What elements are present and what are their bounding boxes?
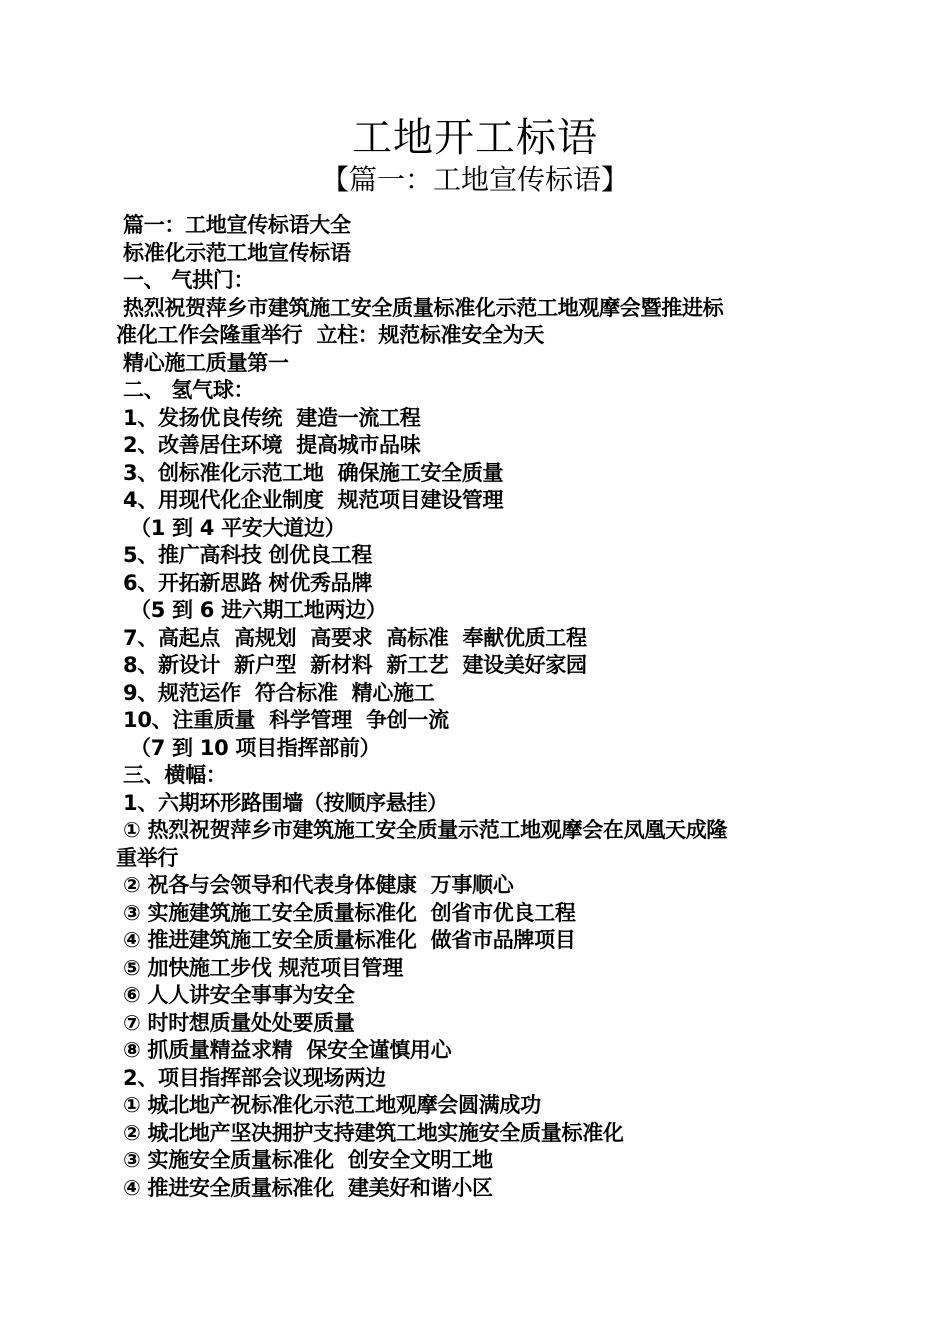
text-line: （5 到 6 进六期工地两边） <box>116 598 387 622</box>
text-line: 篇一：工地宣传标语大全 <box>116 213 351 237</box>
text-line: ⑦ 时时想质量处处要质量 <box>116 1010 355 1035</box>
text-line: 热烈祝贺萍乡市建筑施工安全质量标准化示范工地观摩会暨推进标 <box>116 295 724 320</box>
text-line: 标准化示范工地宣传标语 <box>116 240 351 265</box>
text-line: 2、项目指挥部会议现场两边 <box>116 1065 386 1090</box>
text-line: 8、新设计 新户型 新材料 新工艺 建设美好家园 <box>116 653 587 677</box>
text-line: 精心施工质量第一 <box>116 350 289 375</box>
text-line: 1、六期环形路围墙（按顺序悬挂） <box>116 790 448 815</box>
text-line: 重举行 <box>116 845 179 870</box>
text-line: 6、开拓新思路 树优秀品牌 <box>116 570 373 595</box>
text-line: ② 城北地产坚决拥护支持建筑工地实施安全质量标准化 <box>116 1120 624 1145</box>
text-line: ③ 实施安全质量标准化 创安全文明工地 <box>116 1148 493 1172</box>
text-line: ① 城北地产祝标准化示范工地观摩会圆满成功 <box>116 1093 541 1117</box>
document-subtitle: 【篇一：工地宣传标语】 <box>320 163 629 196</box>
text-line: 二、 氢气球： <box>116 378 255 402</box>
text-line: （1 到 4 平安大道边） <box>116 515 346 540</box>
text-line: ② 祝各与会领导和代表身体健康 万事顺心 <box>116 873 514 897</box>
text-line: 一、 气拱门： <box>116 268 255 292</box>
text-line: 3、创标准化示范工地 确保施工安全质量 <box>116 460 504 485</box>
text-line: ⑧ 抓质量精益求精 保安全谨慎用心 <box>116 1038 452 1062</box>
text-line: ③ 实施建筑施工安全质量标准化 创省市优良工程 <box>116 900 576 925</box>
text-line: 1、发扬优良传统 建造一流工程 <box>116 405 421 430</box>
text-line: ⑤ 加快施工步伐 规范项目管理 <box>116 955 403 980</box>
text-line: 4、用现代化企业制度 规范项目建设管理 <box>116 488 504 512</box>
text-line: ① 热烈祝贺萍乡市建筑施工安全质量示范工地观摩会在凤凰天成隆 <box>116 818 728 842</box>
text-line: ⑥ 人人讲安全事事为安全 <box>116 983 355 1007</box>
text-line: 三、横幅： <box>116 763 227 787</box>
text-line: 7、高起点 高规划 高要求 高标准 奉献优质工程 <box>116 625 587 650</box>
text-line: 准化工作会隆重举行 立柱：规范标准安全为天 <box>116 323 545 347</box>
text-line: 2、改善居住环境 提高城市品味 <box>116 433 421 457</box>
text-line: （7 到 10 项目指挥部前） <box>116 735 381 760</box>
text-line: ④ 推进安全质量标准化 建美好和谐小区 <box>116 1175 493 1200</box>
document-body <box>116 212 826 1202</box>
text-line: ④ 推进建筑施工安全质量标准化 做省市品牌项目 <box>116 928 576 952</box>
text-line: 5、推广高科技 创优良工程 <box>116 543 373 567</box>
text-line: 10、注重质量 科学管理 争创一流 <box>116 708 449 732</box>
text-line: 9、规范运作 符合标准 精心施工 <box>116 680 435 705</box>
document-title: 工地开工标语 <box>352 115 598 161</box>
